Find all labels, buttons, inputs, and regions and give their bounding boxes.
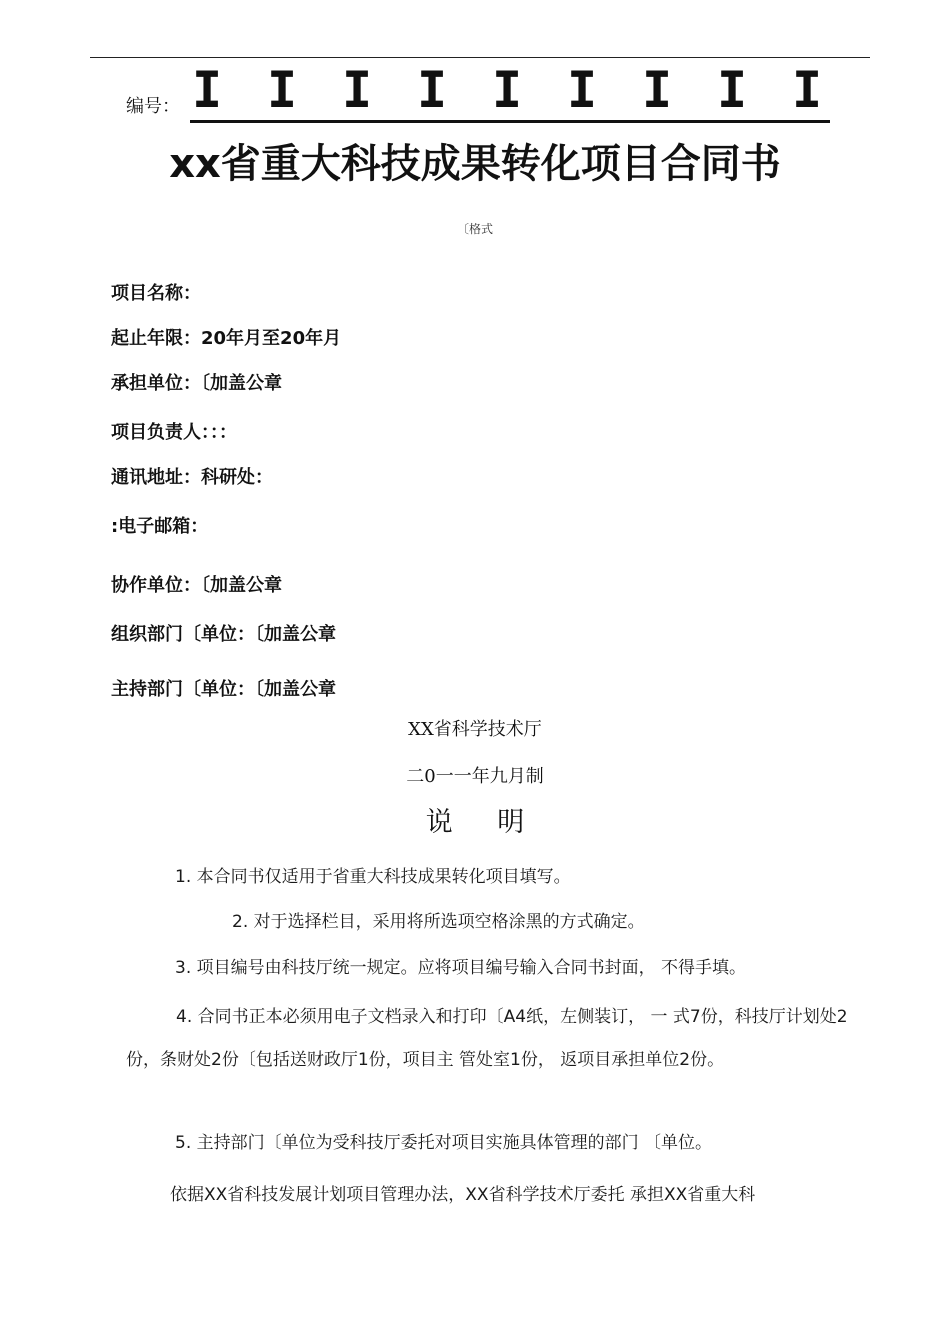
- field-project-leader: 项目负责人：：：: [111, 422, 237, 443]
- field-period: 起止年限：20年月至20年月: [111, 328, 342, 349]
- format-note: 〔格式: [456, 222, 493, 236]
- code-char: I: [342, 61, 373, 119]
- project-code-label: 编号：: [126, 96, 180, 117]
- code-char: I: [417, 61, 448, 119]
- instruction-4: 4. 合同书正本必须用电子文档录入和打印〔A4纸，左侧装订， 一 式7份，科技厅计划处2份，条财处2份〔包括送财政厅1份，项目主 管处室1份， 返项目承担单位2份。: [126, 1007, 848, 1070]
- instruction-1: 1. 本合同书仅适用于省重大科技成果转化项目填写。: [175, 867, 571, 887]
- document-title: xx省重大科技成果转化项目合同书: [169, 141, 781, 187]
- project-code-boxes: [190, 62, 830, 123]
- issue-date: 二0一一年九月制: [406, 766, 544, 787]
- section-heading: 说 明: [425, 807, 543, 838]
- top-rule: [90, 57, 870, 58]
- project-code-row: [126, 62, 836, 126]
- field-email: :电子邮箱：: [111, 516, 209, 537]
- code-char: I: [792, 61, 823, 119]
- field-project-name: 项目名称：: [111, 283, 201, 304]
- instruction-3: 3. 项目编号由科技厅统一规定。应将项目编号输入合同书封面， 不得手填。: [175, 958, 747, 978]
- code-char: I: [567, 61, 598, 119]
- code-char: I: [642, 61, 673, 119]
- code-char: I: [267, 61, 298, 119]
- instruction-2: 2. 对于选择栏目，采用将所选项空格涂黑的方式确定。: [232, 912, 645, 932]
- instruction-5: 5. 主持部门〔单位为受科技厅委托对项目实施具体管理的部门 〔单位。: [175, 1133, 713, 1153]
- code-char: I: [492, 61, 523, 119]
- field-undertaking-unit: 承担单位：〔加盖公章: [111, 373, 282, 394]
- code-char: I: [192, 61, 223, 119]
- field-cooperating-unit: 协作单位：〔加盖公章: [111, 575, 282, 596]
- field-address: 通讯地址：科研处：: [111, 467, 273, 488]
- issuer: XX省科学技术厅: [408, 719, 542, 740]
- field-organizing-dept: 组织部门〔单位：〔加盖公章: [111, 624, 336, 645]
- closing-line: 依据XX省科技发展计划项目管理办法，XX省科学技术厅委托 承担XX省重大科: [170, 1185, 756, 1205]
- code-char: I: [717, 61, 748, 119]
- field-presiding-dept: 主持部门〔单位：〔加盖公章: [111, 679, 336, 700]
